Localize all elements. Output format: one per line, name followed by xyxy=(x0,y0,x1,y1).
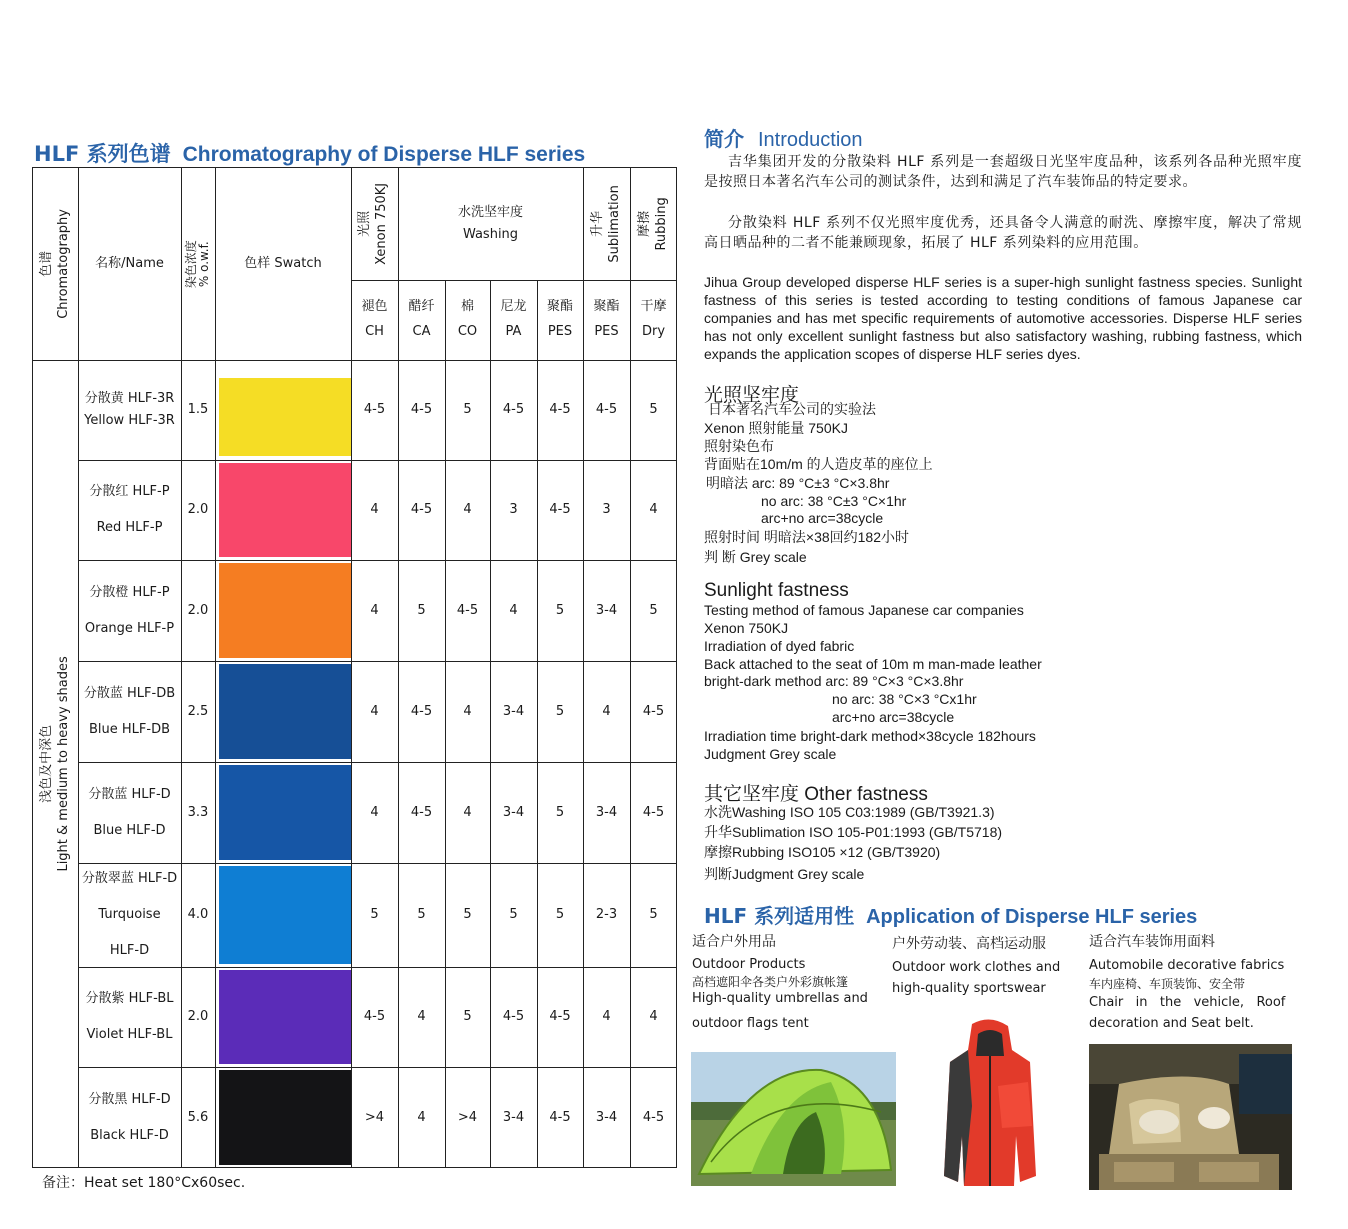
subheader-ca xyxy=(398,280,445,360)
header-washing xyxy=(398,168,583,280)
subheader-zh: 尼龙 xyxy=(500,299,527,315)
row-value: 2-3 xyxy=(595,907,618,923)
light-en-line: Irradiation of dyed fabric xyxy=(704,638,855,654)
row-value: 3-4 xyxy=(502,804,525,820)
row-value: 5 xyxy=(417,602,426,618)
subheader-zh: 棉 xyxy=(460,299,474,315)
header-sublimation-zh: 升华 xyxy=(589,211,605,238)
light-en-line: bright-dark method arc: 89 °C×3 °C×3.8hr xyxy=(704,673,964,689)
other-line: 升华Sublimation ISO 105-P01:1993 (GB/T5718) xyxy=(704,824,1003,840)
light-en-line: Testing method of famous Japanese car companies xyxy=(704,602,1024,618)
subheader-pes xyxy=(537,280,583,360)
other-line: 判断Judgment Grey scale xyxy=(704,866,865,882)
row-value: 4-5 xyxy=(363,1009,386,1025)
table-row-name xyxy=(78,863,181,967)
app-col-line: Chair in the vehicle, Roof xyxy=(1089,995,1286,1010)
subheader-zh: 聚酯 xyxy=(546,299,573,315)
table-row-name xyxy=(78,460,181,560)
row-value: 4 xyxy=(370,502,379,518)
subheader-dry xyxy=(630,280,677,360)
row-value: 4 xyxy=(463,703,472,719)
row-name-en: Turquoise xyxy=(98,907,161,922)
row-value: 3-4 xyxy=(595,602,618,618)
row-value: 5 xyxy=(555,602,565,618)
row-concentration: 2.0 xyxy=(187,502,209,518)
application-title-en: Application of Disperse HLF series xyxy=(866,906,1198,928)
subheader-en: CA xyxy=(412,324,431,339)
row-value: 4-5 xyxy=(595,402,618,418)
app-col-line: 高档遮阳伞各类户外彩旗帐篷 xyxy=(692,975,849,989)
header-swatch: 色样 Swatch xyxy=(244,256,322,272)
intro-zh-para-1: 吉华集团开发的分散染料 HLF 系列是一套超级日光坚牢度品种，该系列各品种光照牢度是按照日本著名汽车公司的测试条件，达到和满足了汽车装饰品的特定要求。 xyxy=(704,154,1302,190)
subheader-zh: 醋纤 xyxy=(408,299,435,315)
header-chromatography-zh: 色谱 xyxy=(38,250,54,278)
row-value: 4 xyxy=(602,1009,611,1025)
row-value: 5 xyxy=(649,907,658,923)
row-name-zh: 分散蓝 HLF-D xyxy=(88,786,171,802)
jacket-image xyxy=(942,1016,1037,1188)
application-col-sportswear xyxy=(892,934,1072,999)
row-name-zh: 分散黑 HLF-D xyxy=(88,1091,171,1107)
light-zh-line: 背面贴在10m/m 的人造皮革的座位上 xyxy=(704,456,933,472)
light-en-line: Xenon 750KJ xyxy=(704,620,789,636)
light-en-line: Back attached to the seat of 10m m man-made leather xyxy=(704,656,1042,672)
row-value: 4-5 xyxy=(549,402,571,418)
application-title-zh: HLF 系列适用性 xyxy=(704,904,855,928)
row-value: 4-5 xyxy=(456,602,479,618)
app-col-line: high-quality sportswear xyxy=(892,981,1046,996)
row-value: 5 xyxy=(555,804,565,820)
row-swatch xyxy=(219,866,351,964)
row-value: 4 xyxy=(649,502,658,518)
row-value: 3-4 xyxy=(502,1109,525,1125)
light-zh-line: arc+no arc=38cycle xyxy=(761,510,884,526)
app-col-line: decoration and Seat belt. xyxy=(1089,1016,1254,1031)
row-swatch xyxy=(219,463,351,557)
other-line: 摩擦Rubbing ISO105 ×12 (GB/T3920) xyxy=(704,844,941,860)
subheader-ch xyxy=(351,280,398,360)
row-value: 5 xyxy=(649,402,658,418)
car-interior-image xyxy=(1089,1044,1292,1190)
row-value: 5 xyxy=(463,1009,472,1025)
application-title xyxy=(704,900,1197,929)
header-rubbing xyxy=(630,168,677,280)
row-value: 4-5 xyxy=(410,804,433,820)
row-value: 3 xyxy=(602,502,611,518)
row-value: 4-5 xyxy=(642,703,665,719)
row-value: 5 xyxy=(370,907,379,923)
row-value: 3-4 xyxy=(595,804,618,820)
row-value: 4 xyxy=(417,1009,426,1025)
row-value: >4 xyxy=(457,1109,478,1125)
table-row-name xyxy=(78,661,181,762)
table-row-name xyxy=(78,560,181,661)
header-name: 名称/Name xyxy=(95,256,164,272)
subheader-en: PES xyxy=(547,324,573,339)
row-value: 4 xyxy=(370,703,379,719)
intro-en-para: Jihua Group developed disperse HLF series is a super-high sunlight fastness species. Sunlight fastness of this series is tested according to testing conditions of famous Japanese car companies and has met specific requirements of automotive accessories. Disperse HLF series has not only excellent sunlight fastness but also satisfactory washing, rubbing fastness, which expands the application scopes of disperse HLF series dyes. xyxy=(704,274,1302,362)
app-col-line: High-quality umbrellas and xyxy=(692,991,868,1006)
subheader-zh: 聚酯 xyxy=(593,299,620,315)
header-conc-en: % o.w.f. xyxy=(197,241,212,287)
row-name-en: Black HLF-D xyxy=(90,1127,169,1143)
header-conc-zh: 染色浓度 xyxy=(183,239,198,289)
row-value: 5 xyxy=(555,907,565,923)
row-swatch xyxy=(219,378,351,456)
header-rubbing-zh: 摩擦 xyxy=(636,210,652,238)
row-value: 4-5 xyxy=(549,502,571,518)
row-name-en: Blue HLF-D xyxy=(93,822,166,838)
header-rubbing-en: Rubbing xyxy=(653,197,669,251)
light-zh-line: 判 断 Grey scale xyxy=(704,549,807,565)
group-label-en: Light & medium to heavy shades xyxy=(55,656,71,872)
row-value: 5 xyxy=(463,402,472,418)
subheader-en: CH xyxy=(365,324,384,339)
row-value: 5 xyxy=(463,907,472,923)
light-en-line: arc+no arc=38cycle xyxy=(832,709,955,725)
row-value: 4 xyxy=(602,703,611,719)
group-label xyxy=(33,360,78,1168)
app-col-heading: 适合汽车装饰用面料 xyxy=(1089,934,1215,950)
subheader-pes-sub xyxy=(583,280,630,360)
table-row-name xyxy=(78,762,181,863)
row-value: 5 xyxy=(649,602,658,618)
row-name-en: Yellow HLF-3R xyxy=(84,413,175,428)
row-value: 4-5 xyxy=(502,402,525,418)
application-col-automobile xyxy=(1089,932,1317,1034)
row-name-en: Orange HLF-P xyxy=(84,620,175,636)
row-concentration: 1.5 xyxy=(187,402,209,418)
table-row-name xyxy=(78,360,181,460)
row-value: 4 xyxy=(417,1109,426,1125)
light-zh-line: no arc: 38 °C±3 °C×1hr xyxy=(761,493,907,509)
app-col-line: Outdoor Products xyxy=(692,957,806,972)
chart-title-zh: HLF 系列色谱 xyxy=(34,142,171,166)
row-value: 4 xyxy=(463,502,472,518)
intro-title-en: Introduction xyxy=(758,129,863,151)
tent-image xyxy=(691,1052,896,1186)
row-name-en: Red HLF-P xyxy=(96,520,163,535)
row-value: 4-5 xyxy=(642,1109,665,1125)
row-concentration: 3.3 xyxy=(187,804,209,820)
table-row-name xyxy=(78,967,181,1067)
row-swatch xyxy=(219,970,351,1064)
header-sublimation-en: Sublimation xyxy=(606,185,622,263)
app-col-line: Outdoor work clothes and xyxy=(892,960,1061,975)
header-light-zh: 光照 xyxy=(357,211,373,238)
row-value: 4-5 xyxy=(642,804,665,820)
row-value: 4 xyxy=(649,1009,658,1025)
row-name-zh: 分散翠蓝 HLF-D xyxy=(81,871,178,886)
intro-title-zh: 简介 xyxy=(704,127,744,151)
subheader-en: CO xyxy=(457,324,478,339)
row-value: 4 xyxy=(463,804,472,820)
row-value: 5 xyxy=(555,703,565,719)
row-swatch xyxy=(219,664,351,759)
app-col-line: 车内座椅、车顶装饰、安全带 xyxy=(1089,977,1246,991)
light-zh-line: Xenon 照射能量 750KJ xyxy=(704,420,848,436)
chart-title xyxy=(34,138,585,168)
light-en-line: no arc: 38 °C×3 °Cx1hr xyxy=(832,691,977,707)
row-swatch xyxy=(219,563,351,658)
row-value: 4-5 xyxy=(363,402,386,418)
subheader-en: PES xyxy=(594,324,619,339)
row-value: 4 xyxy=(370,602,379,618)
other-title: 其它坚牢度 Other fastness xyxy=(704,784,928,805)
app-col-line: Automobile decorative fabrics xyxy=(1089,958,1285,973)
group-label-zh: 浅色及中深色 xyxy=(38,725,54,804)
row-value: 4 xyxy=(509,602,518,618)
header-light xyxy=(351,168,398,280)
header-concentration xyxy=(181,168,215,360)
row-value: 4-5 xyxy=(549,1009,571,1025)
row-value: 4-5 xyxy=(410,402,433,418)
subheader-en: Dry xyxy=(641,324,666,339)
row-value: 5 xyxy=(417,907,426,923)
row-value: 4-5 xyxy=(549,1109,571,1125)
header-washing-en: Washing xyxy=(462,227,519,242)
row-name-zh: 分散蓝 HLF-DB xyxy=(83,685,176,701)
light-zh-line: 照射染色布 xyxy=(704,438,774,454)
row-concentration: 2.5 xyxy=(187,703,209,719)
light-zh-title: 光照坚牢度 xyxy=(704,385,800,406)
light-zh-line: 照射时间 明暗法×38回约182小时 xyxy=(704,529,909,545)
row-name-en: Blue HLF-DB xyxy=(88,721,170,737)
intro-zh-para-2: 分散染料 HLF 系列不仅光照牢度优秀，还具备令人满意的耐洗、摩擦牢度，解决了常规高日晒品种的二者不能兼顾现象，拓展了 HLF 系列染料的应用范围。 xyxy=(704,215,1302,251)
row-value: 4 xyxy=(370,804,379,820)
row-name-en: HLF-D xyxy=(109,943,150,958)
subheader-en: PA xyxy=(505,324,522,339)
app-col-line: outdoor flags tent xyxy=(692,1016,809,1031)
row-swatch xyxy=(219,1070,351,1165)
chart-title-en: Chromatography of Disperse HLF series xyxy=(182,143,586,166)
app-col-heading: 户外劳动装、高档运动服 xyxy=(892,936,1046,952)
row-name-en: Violet HLF-BL xyxy=(86,1027,173,1042)
subheader-zh: 干摩 xyxy=(640,299,667,315)
row-name-zh: 分散黄 HLF-3R xyxy=(84,391,175,406)
light-zh-line: 日本著名汽车公司的实验法 xyxy=(708,401,876,417)
table-row-name xyxy=(78,1067,181,1168)
light-zh-line: 明暗法 arc: 89 °C±3 °C×3.8hr xyxy=(706,475,890,491)
row-name-zh: 分散红 HLF-P xyxy=(89,484,170,499)
subheader-pa xyxy=(490,280,537,360)
row-concentration: 2.0 xyxy=(187,1009,209,1025)
light-en-line: Irradiation time bright-dark method×38cycle 182hours xyxy=(704,728,1036,744)
color-chart-table xyxy=(32,167,677,1168)
application-col-outdoor xyxy=(692,932,892,1034)
row-concentration: 2.0 xyxy=(187,602,209,618)
row-concentration: 4.0 xyxy=(187,907,209,923)
header-washing-zh: 水洗坚牢度 xyxy=(457,205,523,221)
row-value: 5 xyxy=(509,907,518,923)
row-value: >4 xyxy=(364,1109,385,1125)
subheader-zh: 褪色 xyxy=(361,299,388,315)
row-name-zh: 分散紫 HLF-BL xyxy=(85,991,174,1006)
light-en-title: Sunlight fastness xyxy=(704,580,849,601)
row-swatch xyxy=(219,765,351,860)
subheader-co xyxy=(445,280,490,360)
row-value: 3 xyxy=(509,502,518,518)
header-sublimation xyxy=(583,168,630,280)
header-light-en: Xenon 750KJ xyxy=(374,182,390,266)
row-value: 4-5 xyxy=(502,1009,525,1025)
row-value: 4-5 xyxy=(410,703,433,719)
row-value: 3-4 xyxy=(595,1109,618,1125)
row-value: 3-4 xyxy=(502,703,525,719)
footnote: 备注：Heat set 180°Cx60sec. xyxy=(42,1175,246,1191)
other-line: 水洗Washing ISO 105 C03:1989 (GB/T3921.3) xyxy=(704,804,995,820)
row-name-zh: 分散橙 HLF-P xyxy=(89,584,170,600)
row-concentration: 5.6 xyxy=(187,1109,209,1125)
intro-title xyxy=(704,123,863,152)
app-col-heading: 适合户外用品 xyxy=(692,934,776,950)
header-chromatography xyxy=(33,168,78,360)
header-chromatography-en: Chromatography xyxy=(55,209,71,319)
light-en-line: Judgment Grey scale xyxy=(704,746,837,762)
row-value: 4-5 xyxy=(410,502,433,518)
